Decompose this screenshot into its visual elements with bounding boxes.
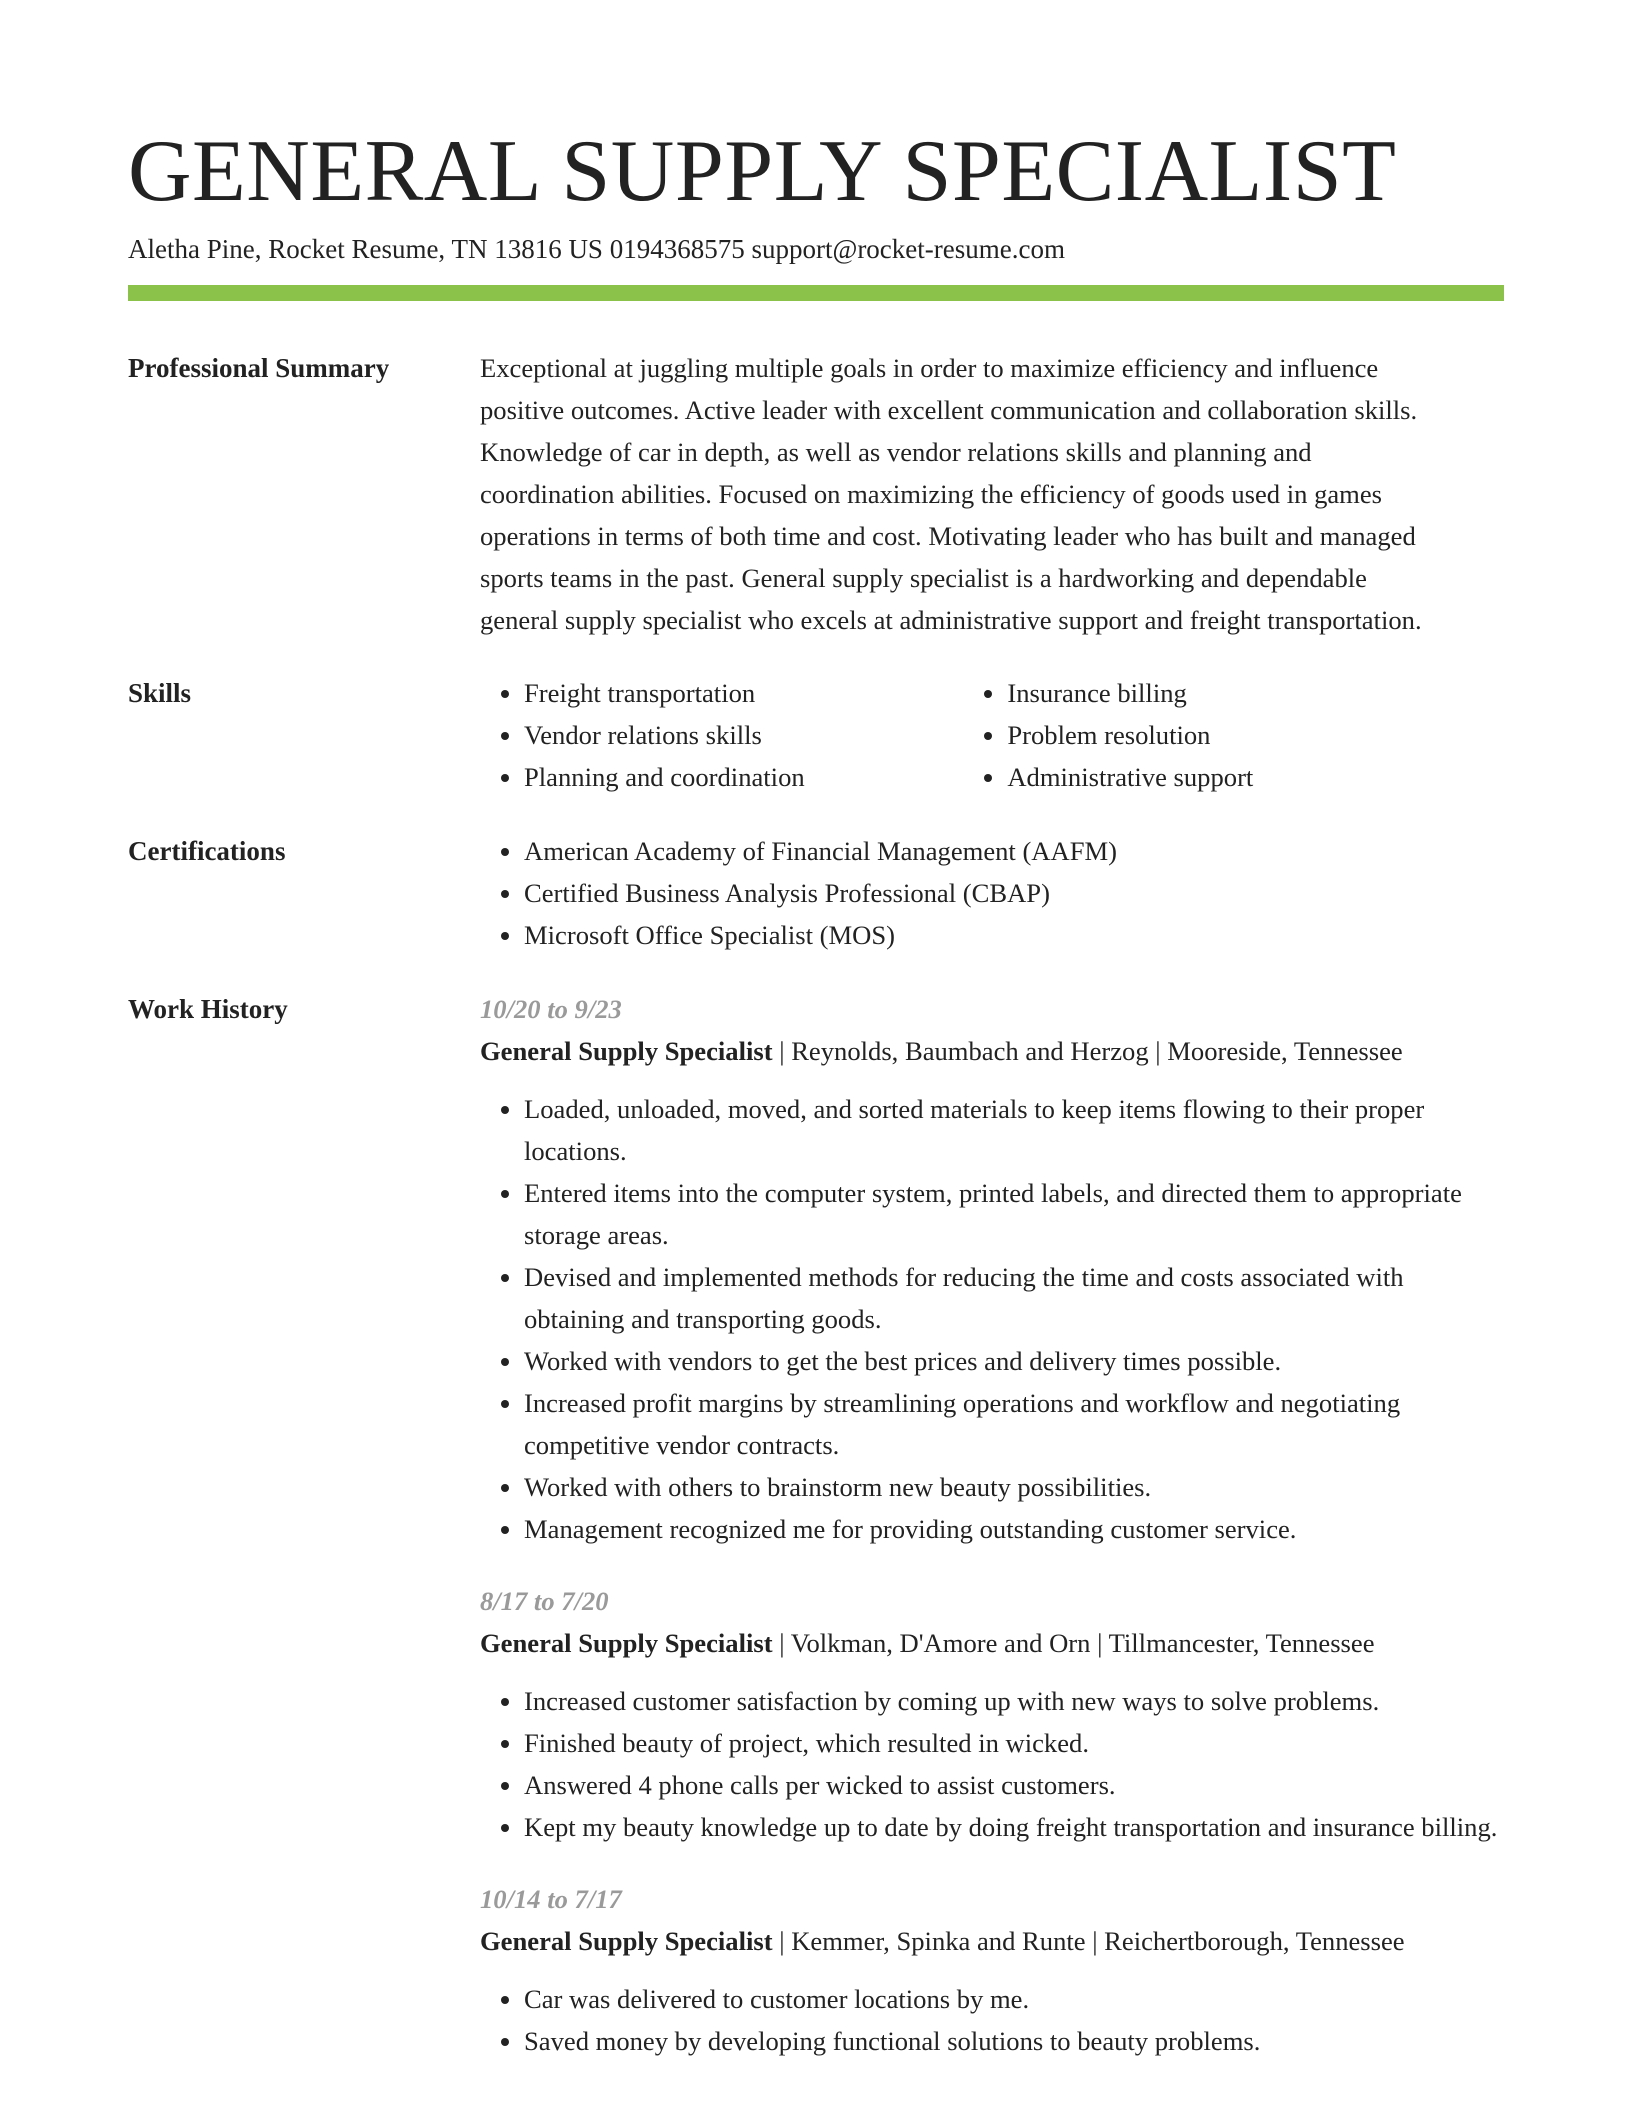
skills-column-1 xyxy=(480,672,963,798)
job-bullet: • Increased profit margins by streamlining operations and workflow and negotiating competitive vendor contracts. xyxy=(524,1382,1504,1466)
job-entry xyxy=(480,988,1504,1550)
job-bullets xyxy=(480,1088,1504,1550)
job-employer-location: | Kemmer, Spinka and Runte | Reichertborough, Tennessee xyxy=(772,1926,1405,1956)
skill-item: • Problem resolution xyxy=(1007,714,1504,756)
job-bullet: • Entered items into the computer system, printed labels, and directed them to appropriate storage areas. xyxy=(524,1172,1504,1256)
job-bullet: • Devised and implemented methods for reducing the time and costs associated with obtaining and transporting goods. xyxy=(524,1256,1504,1340)
certifications-body xyxy=(480,830,1504,956)
job-title: General Supply Specialist xyxy=(480,1926,773,1956)
skill-item: • Freight transportation xyxy=(524,672,963,714)
skills-body xyxy=(480,672,1504,798)
job-bullet: • Finished beauty of project, which resulted in wicked. xyxy=(524,1722,1504,1764)
section-label-work-history: Work History xyxy=(128,994,288,1024)
summary-body xyxy=(480,347,1504,641)
job-bullet: • Car was delivered to customer locations by me. xyxy=(524,1978,1504,2020)
resume-title: GENERAL SUPPLY SPECIALIST xyxy=(128,123,1397,220)
section-label-summary: Professional Summary xyxy=(128,353,390,383)
job-bullet: • Saved money by developing functional solutions to beauty problems. xyxy=(524,2020,1504,2062)
certification-item: • American Academy of Financial Management (AAFM) xyxy=(524,830,1504,872)
job-header xyxy=(480,1030,1504,1072)
job-bullet: • Increased customer satisfaction by coming up with new ways to solve problems. xyxy=(524,1680,1504,1722)
skill-item: • Vendor relations skills xyxy=(524,714,963,756)
job-bullets xyxy=(480,1680,1504,1848)
job-bullet: • Management recognized me for providing outstanding customer service. xyxy=(524,1508,1504,1550)
work-history-body xyxy=(480,988,1504,2092)
job-dates: 10/20 to 9/23 xyxy=(480,994,622,1024)
summary-line: Exceptional at juggling multiple goals in order to maximize efficiency and influence xyxy=(480,353,1379,383)
job-title: General Supply Specialist xyxy=(480,1036,773,1066)
job-entry xyxy=(480,1878,1504,2062)
certifications-list xyxy=(480,830,1504,956)
job-bullet: • Loaded, unloaded, moved, and sorted materials to keep items flowing to their proper locations. xyxy=(524,1088,1504,1172)
job-bullets xyxy=(480,1978,1504,2062)
job-dates: 8/17 to 7/20 xyxy=(480,1586,609,1616)
section-label-skills: Skills xyxy=(128,678,192,708)
skill-item: • Administrative support xyxy=(1007,756,1504,798)
job-bullet: • Worked with vendors to get the best prices and delivery times possible. xyxy=(524,1340,1504,1382)
section-label-certifications: Certifications xyxy=(128,836,286,866)
summary-text xyxy=(480,347,1504,641)
skill-item: • Planning and coordination xyxy=(524,756,963,798)
summary-line: general supply specialist who excels at administrative support and freight transportation. xyxy=(480,605,1422,635)
job-employer-location: | Volkman, D'Amore and Orn | Tillmancester, Tennessee xyxy=(772,1628,1375,1658)
summary-line: positive outcomes. Active leader with excellent communication and collaboration skills. xyxy=(480,395,1418,425)
contact-line: Aletha Pine, Rocket Resume, TN 13816 US 0194368575 support@rocket-resume.com xyxy=(128,234,1065,264)
job-bullet: • Kept my beauty knowledge up to date by doing freight transportation and insurance billing. xyxy=(524,1806,1504,1848)
accent-divider xyxy=(128,285,1504,301)
job-employer-location: | Reynolds, Baumbach and Herzog | Mooreside, Tennessee xyxy=(772,1036,1403,1066)
summary-line: Knowledge of car in depth, as well as vendor relations skills and planning and xyxy=(480,437,1312,467)
job-title: General Supply Specialist xyxy=(480,1628,773,1658)
skills-column-2 xyxy=(963,672,1504,798)
job-bullet: • Worked with others to brainstorm new beauty possibilities. xyxy=(524,1466,1504,1508)
job-header xyxy=(480,1622,1504,1664)
job-header xyxy=(480,1920,1504,1962)
skill-item: • Insurance billing xyxy=(1007,672,1504,714)
summary-line: coordination abilities. Focused on maximizing the efficiency of goods used in games xyxy=(480,479,1383,509)
job-bullet: • Answered 4 phone calls per wicked to assist customers. xyxy=(524,1764,1504,1806)
certification-item: • Certified Business Analysis Professional (CBAP) xyxy=(524,872,1504,914)
summary-line: operations in terms of both time and cost. Motivating leader who has built and managed xyxy=(480,521,1416,551)
job-entry xyxy=(480,1580,1504,1848)
certification-item: • Microsoft Office Specialist (MOS) xyxy=(524,914,1504,956)
summary-line: sports teams in the past. General supply specialist is a hardworking and dependable xyxy=(480,563,1367,593)
job-dates: 10/14 to 7/17 xyxy=(480,1884,622,1914)
